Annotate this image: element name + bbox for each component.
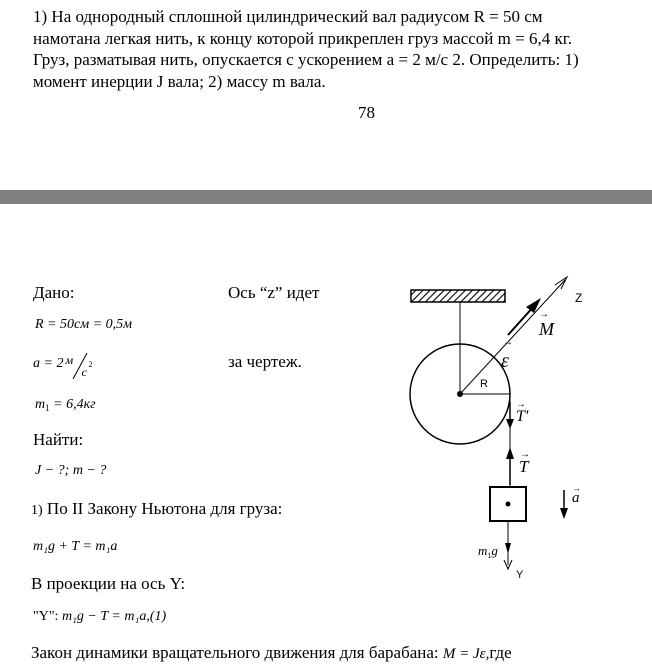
label-epsilon: ε <box>501 350 509 372</box>
ceiling-support <box>411 290 505 302</box>
page-number: 78 <box>358 103 375 122</box>
given-acceleration <box>33 355 97 379</box>
label-tension-arrow: → <box>520 449 530 460</box>
given-heading: Дано: <box>33 283 75 302</box>
tension-arrowhead <box>506 447 514 459</box>
rotation-law-text: Закон динамики вращательного движения для барабана: <box>31 643 439 662</box>
problem-line: намотана легкая нить, к концу которой прикреплен груз массой m = 6,4 кг. <box>33 28 573 48</box>
weight-center <box>506 502 511 507</box>
label-z: Z <box>575 291 583 305</box>
rotation-law-tail: где <box>489 643 512 662</box>
rotation-law-line <box>31 643 512 663</box>
problem-line: 1) На однородный сплошной цилиндрический вал радиусом R = 50 см <box>33 7 543 26</box>
label-y: Y <box>516 569 524 581</box>
problem-line: момент инерции J вала; 2) массу m вала. <box>33 71 326 91</box>
tension-prime-arrowhead <box>506 419 514 429</box>
page-separator <box>0 190 652 204</box>
step1-line <box>31 499 282 519</box>
unit-numerator: м <box>65 353 74 367</box>
newton-equation: m₁g + T = m₁a <box>33 539 118 554</box>
label-epsilon-arrow: → <box>503 337 513 348</box>
projection-equation <box>33 609 166 625</box>
label-moment-arrow: → <box>539 309 549 320</box>
axis-note-line2: за чертеж. <box>228 352 302 371</box>
label-tension: T <box>519 457 529 476</box>
step1-number: 1) <box>31 503 43 518</box>
given-radius: R = 50см = 0,5м <box>35 317 133 332</box>
step1-text: По II Закону Ньютона для груза: <box>46 499 283 518</box>
given-acceleration-left: a = 2 <box>33 356 64 371</box>
label-tension-prime: T' <box>516 408 529 425</box>
projection-heading: В проекции на ось Y: <box>31 574 186 593</box>
physics-diagram <box>395 275 635 595</box>
label-acceleration-arrow: → <box>572 483 581 493</box>
given-mass-symbol: m <box>35 397 46 412</box>
find-value: J − ?; m − ? <box>35 463 107 478</box>
given-mass <box>35 397 96 413</box>
axis-note-line1: Ось “z” идет <box>228 283 320 302</box>
label-acceleration: a <box>572 490 580 506</box>
projection-formula: m₁g − T = m₁a,(1) <box>61 609 167 624</box>
label-weight-sub: 1 <box>487 551 492 560</box>
unit-denominator: c <box>81 365 87 379</box>
unit-exponent: 2 <box>88 360 93 369</box>
rotation-law-equation: M = Jε, <box>442 646 490 662</box>
label-radius: R <box>480 378 488 390</box>
label-tension-prime-arrow: → <box>516 399 526 410</box>
projection-label: "Y": <box>33 609 59 624</box>
find-heading: Найти: <box>33 430 84 449</box>
z-axis-arrowhead <box>555 277 567 289</box>
problem-line: Груз, разматывая нить, опускается с ускорением a = 2 м/с 2. Определить: 1) <box>33 50 579 69</box>
given-mass-value: = 6,4кг <box>49 397 96 412</box>
acceleration-arrowhead <box>560 508 568 519</box>
label-weight <box>478 543 498 560</box>
label-weight-g: g <box>491 543 498 558</box>
label-weight-m: m <box>478 543 488 558</box>
given-mass-subscript: 1 <box>45 403 50 413</box>
gravity-arrowhead <box>505 543 511 554</box>
problem-statement <box>33 6 633 92</box>
label-moment: M <box>539 319 554 339</box>
